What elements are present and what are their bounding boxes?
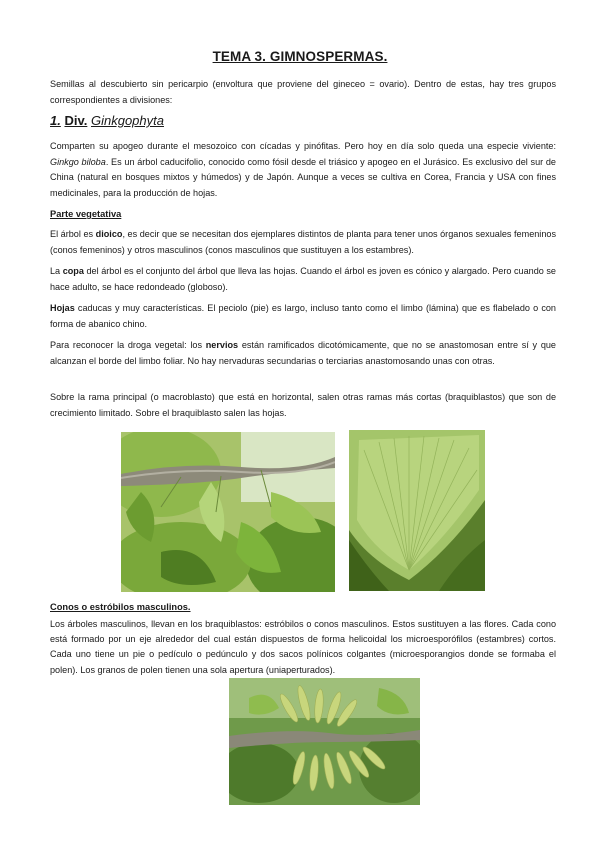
paragraph-dioico xyxy=(50,227,556,258)
subheading-vegetativa: Parte vegetativa xyxy=(50,209,122,219)
bold-term: dioico xyxy=(95,229,123,239)
paragraph-text: del árbol es el conjunto del árbol que lleva las hojas. Cuando el árbol es joven es cónico y alargado. Pero cuando se hace adulto, se hace redondeado (globoso). xyxy=(50,266,556,292)
page-title: TEMA 3. GIMNOSPERMAS. xyxy=(212,49,388,64)
paragraph-ginkgo-intro xyxy=(50,139,556,201)
paragraph-text: están ramificados dicotómicamente, que no se anastomosan entre sí y que alcanzan el borde del limbo foliar. No hay nervaduras secundarias o terciarias anastomosando unas con otras. xyxy=(50,340,556,366)
subheading-conos: Conos o estróbilos masculinos. xyxy=(50,602,191,612)
bold-term: copa xyxy=(62,266,84,276)
section-division: Div. xyxy=(64,113,88,128)
bold-term: Hojas xyxy=(50,303,75,313)
paragraph-text: El árbol es xyxy=(50,229,96,239)
paragraph-text: caducas y muy características. El peciolo (pie) es largo, incluso tanto como el limbo (lámina) que es flabelado o con forma de abanico chino. xyxy=(50,303,556,329)
paragraph-text: Comparten su apogeo durante el mesozoico con cícadas y pinófitas. Pero hoy en día solo queda una especie viviente: xyxy=(50,141,556,151)
paragraph-copa xyxy=(50,264,556,295)
paragraph-text: La xyxy=(50,266,63,276)
intro-paragraph: Semillas al descubierto sin pericarpio (envoltura que proviene del gineceo = ovario). Dentro de estas, hay tres grupos correspondientes a divisiones: xyxy=(50,79,556,105)
paragraph-nervios xyxy=(50,338,556,369)
ginkgo-branch-photo xyxy=(121,432,335,592)
species-name: Ginkgo biloba xyxy=(50,156,106,167)
paragraph-text: , es decir que se necesitan dos ejemplares distintos de planta para tener unos órganos sexuales femeninos (conos femeninos) y otros masculinos (conos masculinos que sustituyen a los estambres). xyxy=(50,229,556,255)
paragraph-text: . Es un árbol caducifolio, conocido como fósil desde el triásico y apogeo en el Jurásico. Es exclusivo del sur de China (natural en bosques mixtos y húmedos) y de Japón. Aunque a veces se cultiva en Corea, Francia y USA con fines medicinales, para la producción de hojas. xyxy=(50,156,556,198)
paragraph-rama: Sobre la rama principal (o macroblasto) que está en horizontal, salen otras ramas más cortas (braquiblastos) que son de crecimiento limitado. Sobre el braquiblasto salen las hojas. xyxy=(50,392,556,418)
bold-term: nervios xyxy=(205,340,239,350)
paragraph-text: Para reconocer la droga vegetal: los xyxy=(50,340,206,350)
ginkgo-leaf-closeup-photo xyxy=(349,430,485,591)
section-genus: Ginkgophyta xyxy=(90,113,164,128)
paragraph-hojas xyxy=(50,301,556,332)
section-number: 1. xyxy=(50,113,61,128)
section-heading xyxy=(50,113,164,128)
ginkgo-male-cones-photo xyxy=(229,678,420,805)
paragraph-conos: Los árboles masculinos, llevan en los braquiblastos: estróbilos o conos masculinos. Estos sustituyen a las flores. Cada cono está formado por un eje alrededor del cual están dispuestos de forma helicoidal los microesporófilos (estambres) cortos. Cada uno tiene un pie o pedículo o pedúnculo y dos sacos polínicos colgantes (microesporangios donde se formaba el polen). Los granos de polen tienen una sola apertura (uniaperturados). xyxy=(50,619,556,675)
